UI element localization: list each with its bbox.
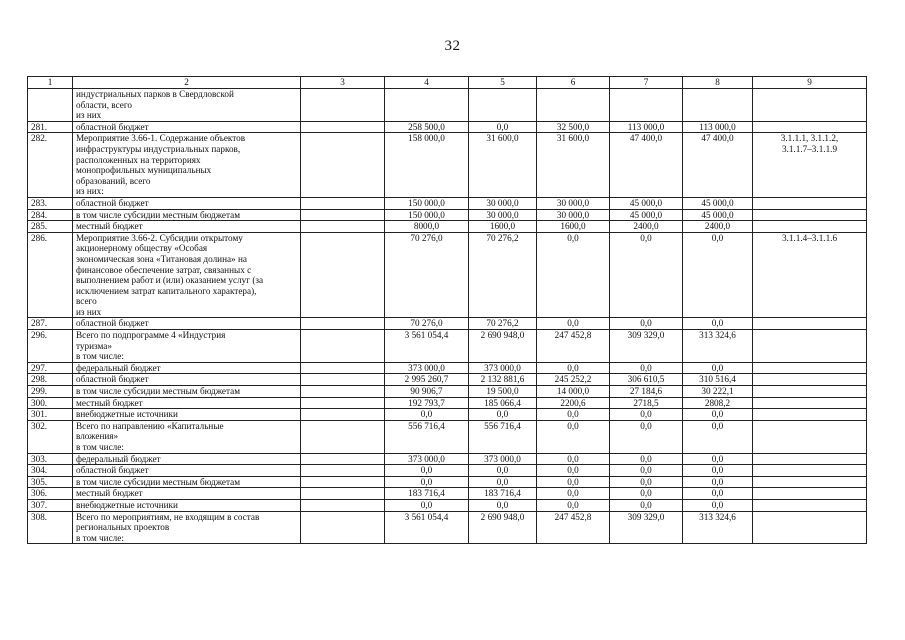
row-number-cell: 307.: [28, 499, 73, 511]
value-cell-7: 0,0: [610, 232, 683, 318]
value-cell-5: 373 000,0: [469, 453, 537, 465]
row-number-cell: 298.: [28, 374, 73, 386]
value-cell-6: 0,0: [537, 465, 610, 477]
target-indicators-cell: [753, 318, 867, 330]
row-number-cell: 301.: [28, 409, 73, 421]
value-cell-4: 0,0: [385, 465, 469, 477]
value-cell-6: 14 000,0: [537, 386, 610, 398]
value-cell-7: [610, 89, 683, 122]
value-cell-5: 2 690 948,0: [469, 511, 537, 544]
header-row: [28, 77, 867, 89]
description-cell: областной бюджет: [73, 318, 301, 330]
value-cell-7: 0,0: [610, 488, 683, 500]
row-number-cell: 303.: [28, 453, 73, 465]
value-cell-6: 31 600,0: [537, 133, 610, 198]
header-cell: 5: [469, 77, 537, 89]
value-cell-6: 245 252,2: [537, 374, 610, 386]
value-cell-8: 0,0: [683, 465, 753, 477]
value-cell-8: 45 000,0: [683, 209, 753, 221]
row-number-cell: 281.: [28, 121, 73, 133]
value-cell-6: 0,0: [537, 499, 610, 511]
value-cell-8: 0,0: [683, 318, 753, 330]
value-cell-4: 258 500,0: [385, 121, 469, 133]
column-3-cell: [301, 476, 385, 488]
table-row: [28, 197, 867, 209]
table-row: [28, 465, 867, 477]
row-number-cell: 302.: [28, 420, 73, 453]
target-indicators-cell: [753, 511, 867, 544]
column-3-cell: [301, 374, 385, 386]
column-3-cell: [301, 318, 385, 330]
value-cell-6: 0,0: [537, 409, 610, 421]
value-cell-7: 0,0: [610, 465, 683, 477]
table-row: [28, 121, 867, 133]
target-indicators-cell: [753, 499, 867, 511]
description-cell: Всего по мероприятиям, не входящим в состав региональных проектов в том числе:: [73, 511, 301, 544]
header-cell: 1: [28, 77, 73, 89]
budget-table: [27, 76, 867, 544]
description-cell: внебюджетные источники: [73, 409, 301, 421]
value-cell-5: 0,0: [469, 499, 537, 511]
value-cell-7: 309 329,0: [610, 330, 683, 363]
row-number-cell: 305.: [28, 476, 73, 488]
value-cell-5: 0,0: [469, 476, 537, 488]
value-cell-4: 3 561 054,4: [385, 330, 469, 363]
description-cell: в том числе субсидии местным бюджетам: [73, 476, 301, 488]
value-cell-7: 2400,0: [610, 221, 683, 233]
description-cell: федеральный бюджет: [73, 362, 301, 374]
value-cell-8: 30 222,1: [683, 386, 753, 398]
row-number-cell: 304.: [28, 465, 73, 477]
value-cell-5: 70 276,2: [469, 232, 537, 318]
target-indicators-cell: [753, 465, 867, 477]
value-cell-6: 30 000,0: [537, 197, 610, 209]
value-cell-5: 185 066,4: [469, 397, 537, 409]
value-cell-8: 0,0: [683, 362, 753, 374]
target-indicators-cell: [753, 209, 867, 221]
value-cell-7: 0,0: [610, 499, 683, 511]
value-cell-7: 2718,5: [610, 397, 683, 409]
table-row: [28, 499, 867, 511]
target-indicators-cell: [753, 420, 867, 453]
value-cell-6: 0,0: [537, 362, 610, 374]
description-cell: федеральный бюджет: [73, 453, 301, 465]
value-cell-8: 113 000,0: [683, 121, 753, 133]
table-row: [28, 488, 867, 500]
description-cell: внебюджетные источники: [73, 499, 301, 511]
row-number-cell: [28, 89, 73, 122]
column-3-cell: [301, 89, 385, 122]
value-cell-5: 30 000,0: [469, 197, 537, 209]
table-row: [28, 318, 867, 330]
value-cell-8: 0,0: [683, 499, 753, 511]
value-cell-4: 0,0: [385, 499, 469, 511]
value-cell-7: 0,0: [610, 409, 683, 421]
target-indicators-cell: [753, 453, 867, 465]
value-cell-5: 0,0: [469, 121, 537, 133]
value-cell-4: 183 716,4: [385, 488, 469, 500]
column-3-cell: [301, 209, 385, 221]
column-3-cell: [301, 465, 385, 477]
table-row: [28, 221, 867, 233]
description-cell: местный бюджет: [73, 488, 301, 500]
target-indicators-cell: [753, 330, 867, 363]
header-cell: 3: [301, 77, 385, 89]
table-row: [28, 232, 867, 318]
value-cell-5: 19 500,0: [469, 386, 537, 398]
value-cell-8: 47 400,0: [683, 133, 753, 198]
row-number-cell: 299.: [28, 386, 73, 398]
description-cell: Мероприятие 3.66-1. Содержание объектов инфраструктуры индустриальных парков, расположенных на территориях монопрофильных муниципальных образований, всего из них:: [73, 133, 301, 198]
value-cell-7: 113 000,0: [610, 121, 683, 133]
value-cell-5: 183 716,4: [469, 488, 537, 500]
target-indicators-cell: [753, 386, 867, 398]
value-cell-5: 1600,0: [469, 221, 537, 233]
value-cell-7: 47 400,0: [610, 133, 683, 198]
value-cell-4: 90 906,7: [385, 386, 469, 398]
row-number-cell: 297.: [28, 362, 73, 374]
value-cell-6: 247 452,8: [537, 330, 610, 363]
value-cell-4: 150 000,0: [385, 209, 469, 221]
target-indicators-cell: 3.1.1.4–3.1.1.6: [753, 232, 867, 318]
target-indicators-cell: [753, 409, 867, 421]
table-row: [28, 476, 867, 488]
table-row: [28, 397, 867, 409]
column-3-cell: [301, 197, 385, 209]
value-cell-7: 0,0: [610, 318, 683, 330]
header-cell: 6: [537, 77, 610, 89]
value-cell-5: 2 690 948,0: [469, 330, 537, 363]
column-3-cell: [301, 397, 385, 409]
column-3-cell: [301, 330, 385, 363]
value-cell-6: 0,0: [537, 476, 610, 488]
value-cell-5: 0,0: [469, 465, 537, 477]
value-cell-7: 0,0: [610, 420, 683, 453]
description-cell: местный бюджет: [73, 221, 301, 233]
value-cell-5: 0,0: [469, 409, 537, 421]
value-cell-6: 2200,6: [537, 397, 610, 409]
value-cell-6: 247 452,8: [537, 511, 610, 544]
value-cell-8: 2400,0: [683, 221, 753, 233]
value-cell-8: 0,0: [683, 232, 753, 318]
table-row: [28, 420, 867, 453]
column-3-cell: [301, 511, 385, 544]
column-3-cell: [301, 420, 385, 453]
header-cell: 7: [610, 77, 683, 89]
column-3-cell: [301, 133, 385, 198]
description-cell: областной бюджет: [73, 197, 301, 209]
value-cell-4: 373 000,0: [385, 362, 469, 374]
target-indicators-cell: [753, 121, 867, 133]
value-cell-4: 3 561 054,4: [385, 511, 469, 544]
value-cell-7: 0,0: [610, 362, 683, 374]
row-number-cell: 284.: [28, 209, 73, 221]
description-cell: местный бюджет: [73, 397, 301, 409]
value-cell-8: 310 516,4: [683, 374, 753, 386]
value-cell-6: 30 000,0: [537, 209, 610, 221]
table-row: [28, 133, 867, 198]
value-cell-8: 313 324,6: [683, 511, 753, 544]
table-body: [28, 89, 867, 544]
table-row: [28, 374, 867, 386]
target-indicators-cell: [753, 488, 867, 500]
value-cell-8: 0,0: [683, 476, 753, 488]
column-3-cell: [301, 121, 385, 133]
value-cell-4: 373 000,0: [385, 453, 469, 465]
target-indicators-cell: 3.1.1.1, 3.1.1.2, 3.1.1.7–3.1.1.9: [753, 133, 867, 198]
description-cell: Всего по направлению «Капитальные вложения» в том числе:: [73, 420, 301, 453]
target-indicators-cell: [753, 374, 867, 386]
value-cell-7: 309 329,0: [610, 511, 683, 544]
table-row: [28, 89, 867, 122]
column-3-cell: [301, 453, 385, 465]
value-cell-8: 45 000,0: [683, 197, 753, 209]
target-indicators-cell: [753, 476, 867, 488]
value-cell-8: 2808,2: [683, 397, 753, 409]
row-number-cell: 286.: [28, 232, 73, 318]
value-cell-8: 313 324,6: [683, 330, 753, 363]
description-cell: областной бюджет: [73, 465, 301, 477]
column-3-cell: [301, 362, 385, 374]
page-number: 32: [444, 38, 461, 54]
value-cell-7: 0,0: [610, 453, 683, 465]
description-cell: Мероприятие 3.66-2. Субсидии открытому акционерному обществу «Особая экономическая зона «Титановая долина» на финансовое обеспечение затрат, связанных с выполнением работ и (или) оказанием услуг (за исключением затрат капитального характера), всего из них: [73, 232, 301, 318]
row-number-cell: 306.: [28, 488, 73, 500]
column-3-cell: [301, 221, 385, 233]
table-row: [28, 362, 867, 374]
column-3-cell: [301, 386, 385, 398]
description-cell: областной бюджет: [73, 374, 301, 386]
value-cell-5: 31 600,0: [469, 133, 537, 198]
value-cell-5: [469, 89, 537, 122]
table-row: [28, 511, 867, 544]
value-cell-8: 0,0: [683, 453, 753, 465]
value-cell-5: 373 000,0: [469, 362, 537, 374]
value-cell-4: 70 276,0: [385, 232, 469, 318]
target-indicators-cell: [753, 89, 867, 122]
target-indicators-cell: [753, 397, 867, 409]
value-cell-4: 70 276,0: [385, 318, 469, 330]
value-cell-6: 0,0: [537, 488, 610, 500]
value-cell-8: 0,0: [683, 488, 753, 500]
row-number-cell: 283.: [28, 197, 73, 209]
header-cell: 4: [385, 77, 469, 89]
value-cell-4: 192 793,7: [385, 397, 469, 409]
value-cell-7: 45 000,0: [610, 209, 683, 221]
value-cell-8: 0,0: [683, 420, 753, 453]
table-row: [28, 330, 867, 363]
value-cell-7: 27 184,6: [610, 386, 683, 398]
value-cell-8: [683, 89, 753, 122]
value-cell-4: 8000,0: [385, 221, 469, 233]
column-3-cell: [301, 232, 385, 318]
value-cell-4: 0,0: [385, 409, 469, 421]
table-row: [28, 453, 867, 465]
row-number-cell: 296.: [28, 330, 73, 363]
value-cell-5: 2 132 881,6: [469, 374, 537, 386]
target-indicators-cell: [753, 221, 867, 233]
value-cell-5: 70 276,2: [469, 318, 537, 330]
value-cell-4: 556 716,4: [385, 420, 469, 453]
value-cell-6: 32 500,0: [537, 121, 610, 133]
value-cell-6: 0,0: [537, 453, 610, 465]
value-cell-5: 556 716,4: [469, 420, 537, 453]
column-3-cell: [301, 488, 385, 500]
value-cell-4: [385, 89, 469, 122]
description-cell: в том числе субсидии местным бюджетам: [73, 386, 301, 398]
value-cell-6: 0,0: [537, 318, 610, 330]
row-number-cell: 300.: [28, 397, 73, 409]
value-cell-7: 0,0: [610, 476, 683, 488]
value-cell-6: [537, 89, 610, 122]
header-cell: 8: [683, 77, 753, 89]
table-row: [28, 409, 867, 421]
description-cell: в том числе субсидии местным бюджетам: [73, 209, 301, 221]
value-cell-4: 0,0: [385, 476, 469, 488]
value-cell-7: 45 000,0: [610, 197, 683, 209]
row-number-cell: 282.: [28, 133, 73, 198]
value-cell-6: 0,0: [537, 420, 610, 453]
row-number-cell: 287.: [28, 318, 73, 330]
value-cell-4: 158 000,0: [385, 133, 469, 198]
row-number-cell: 285.: [28, 221, 73, 233]
column-3-cell: [301, 409, 385, 421]
table-row: [28, 386, 867, 398]
row-number-cell: 308.: [28, 511, 73, 544]
description-cell: областной бюджет: [73, 121, 301, 133]
value-cell-4: 150 000,0: [385, 197, 469, 209]
header-cell: 2: [73, 77, 301, 89]
description-cell: Всего по подпрограмме 4 «Индустрия туризма» в том числе:: [73, 330, 301, 363]
target-indicators-cell: [753, 362, 867, 374]
column-3-cell: [301, 499, 385, 511]
header-cell: 9: [753, 77, 867, 89]
value-cell-7: 306 610,5: [610, 374, 683, 386]
table-row: [28, 209, 867, 221]
target-indicators-cell: [753, 197, 867, 209]
value-cell-8: 0,0: [683, 409, 753, 421]
value-cell-6: 1600,0: [537, 221, 610, 233]
value-cell-4: 2 995 260,7: [385, 374, 469, 386]
description-cell: индустриальных парков в Свердловской области, всего из них: [73, 89, 301, 122]
value-cell-5: 30 000,0: [469, 209, 537, 221]
value-cell-6: 0,0: [537, 232, 610, 318]
